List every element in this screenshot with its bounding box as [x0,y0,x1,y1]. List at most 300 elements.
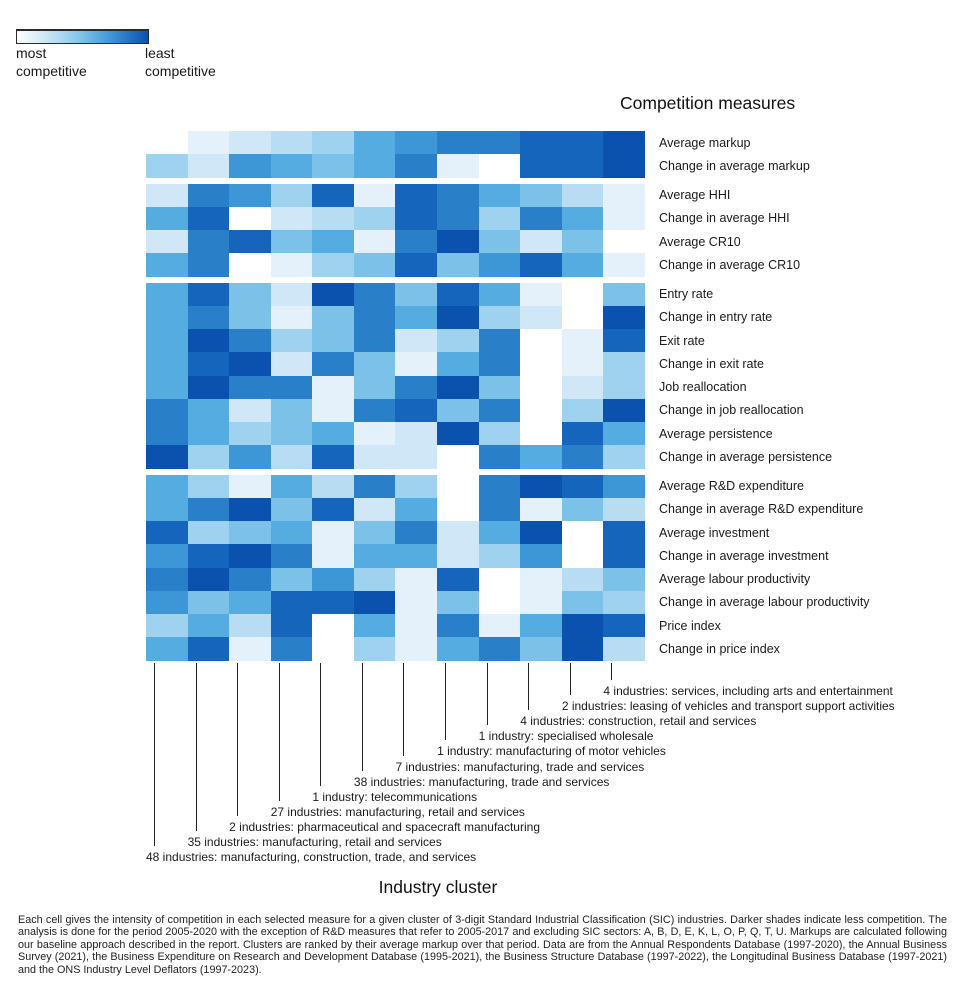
column-tick-line [154,663,155,846]
heatmap-cell [271,445,313,468]
column-tick-line [611,663,612,680]
heatmap-cell [437,445,479,468]
column-label: 1 industry: telecommunications [312,789,478,804]
heatmap-cell [562,329,604,352]
heatmap-row [146,544,829,567]
column-tick-line [570,663,571,695]
heatmap-cell [603,329,645,352]
heatmap-cell [520,475,562,498]
heatmap-cell [603,376,645,399]
y-axis-title-competition-measures: Competition measures [620,93,796,113]
heatmap-cell [395,131,437,154]
heatmap-cell [437,376,479,399]
heatmap-cell [146,329,188,352]
column-tick-line [487,663,488,725]
column-axis [0,663,965,873]
row-label: Average HHI [659,188,731,203]
heatmap-cell [354,207,396,230]
heatmap-cell [188,306,230,329]
heatmap-cell [146,399,188,422]
heatmap-cell [520,591,562,614]
row-label: Change in job reallocation [659,403,804,418]
heatmap-cell [395,422,437,445]
heatmap-cell [603,230,645,253]
heatmap-cell [312,131,354,154]
heatmap-cell [188,230,230,253]
heatmap-cell [603,475,645,498]
heatmap-cell [354,131,396,154]
heatmap-row [146,352,764,375]
heatmap-cell [271,475,313,498]
heatmap-cell [437,614,479,637]
heatmap-cell [146,637,188,660]
heatmap-cell [229,306,271,329]
heatmap-cell [312,637,354,660]
heatmap-cell [229,376,271,399]
column-label: 4 industries: services, including arts and entertainment [603,684,893,698]
heatmap-cell [354,306,396,329]
heatmap-cell [271,154,313,177]
heatmap-cell [354,445,396,468]
column-label: 2 industries: pharmaceutical and spacecraft manufacturing [229,819,540,834]
heatmap-cell [479,329,521,352]
heatmap-cell [479,445,521,468]
heatmap-cell [229,399,271,422]
heatmap-cell [562,591,604,614]
heatmap-row [146,475,804,498]
row-label: Change in average CR10 [659,257,801,272]
heatmap-cell [271,521,313,544]
heatmap-cell [520,352,562,375]
heatmap-cell [146,207,188,230]
heatmap-cell [479,184,521,207]
heatmap-cell [479,376,521,399]
heatmap-cell [395,352,437,375]
heatmap-cell [437,399,479,422]
heatmap-row [146,376,747,399]
row-label: Average labour productivity [659,572,811,587]
heatmap-cell [562,154,604,177]
heatmap-cell [271,352,313,375]
heatmap-cell [437,591,479,614]
heatmap-cell [146,154,188,177]
heatmap-cell [562,614,604,637]
heatmap-cell [271,544,313,567]
heatmap-cell [271,207,313,230]
heatmap-grid [146,131,870,661]
heatmap-cell [479,568,521,591]
heatmap-cell [395,154,437,177]
heatmap-cell [562,184,604,207]
heatmap-cell [603,591,645,614]
column-label: 27 industries: manufacturing, retail and services [270,804,525,819]
row-label: Change in average persistence [659,449,833,464]
heatmap-cell [354,376,396,399]
heatmap-cell [520,376,562,399]
heatmap-cell [271,283,313,306]
heatmap-cell [479,283,521,306]
heatmap-cell [229,521,271,544]
column-tick-line [279,663,280,801]
heatmap-cell [146,253,188,276]
column-tick-line [320,663,321,786]
heatmap-cell [312,399,354,422]
heatmap-cell [312,614,354,637]
heatmap-row [146,521,770,544]
heatmap-cell [479,352,521,375]
heatmap-cell [520,521,562,544]
heatmap-cell [312,154,354,177]
heatmap-cell [395,521,437,544]
heatmap-cell [188,544,230,567]
column-label: 48 industries: manufacturing, construction, trade, and services [146,850,477,865]
heatmap-cell [188,422,230,445]
heatmap-cell [354,568,396,591]
heatmap-cell [562,399,604,422]
heatmap-cell [312,475,354,498]
heatmap-cell [354,399,396,422]
row-label: Average markup [659,135,751,150]
heatmap-cell [562,475,604,498]
heatmap-cell [562,544,604,567]
heatmap-cell [188,445,230,468]
heatmap-cell [271,591,313,614]
heatmap-cell [395,498,437,521]
heatmap-cell [312,544,354,567]
legend-least-competitive-label: least competitive [145,45,216,80]
heatmap-cell [437,184,479,207]
heatmap-cell [146,422,188,445]
heatmap-cell [146,521,188,544]
heatmap-cell [479,614,521,637]
heatmap-cell [271,376,313,399]
heatmap-cell [354,544,396,567]
heatmap-cell [437,352,479,375]
heatmap-cell [437,230,479,253]
heatmap-cell [229,637,271,660]
heatmap-cell [395,475,437,498]
heatmap-cell [312,591,354,614]
row-label: Average R&D expenditure [659,479,804,494]
heatmap-row [146,591,870,614]
heatmap-cell [603,131,645,154]
heatmap-cell [520,445,562,468]
heatmap-cell [146,544,188,567]
heatmap-cell [146,475,188,498]
row-label: Average CR10 [659,234,741,249]
heatmap-cell [188,131,230,154]
heatmap-cell [520,184,562,207]
heatmap-cell [520,306,562,329]
column-label: 1 industry: manufacturing of motor vehicles [437,744,666,759]
heatmap-cell [562,422,604,445]
heatmap-cell [146,376,188,399]
heatmap-cell [188,207,230,230]
heatmap-cell [146,445,188,468]
heatmap-cell [479,154,521,177]
heatmap-cell [188,154,230,177]
column-tick-line [237,663,238,816]
heatmap-cell [312,568,354,591]
heatmap-cell [520,283,562,306]
heatmap-cell [229,544,271,567]
heatmap-cell [271,230,313,253]
heatmap-row [146,207,790,230]
heatmap-cell [603,614,645,637]
heatmap-cell [312,352,354,375]
heatmap-cell [520,422,562,445]
heatmap-row [146,131,751,154]
heatmap-cell [146,184,188,207]
heatmap-cell [188,475,230,498]
heatmap-cell [479,475,521,498]
heatmap-cell [437,283,479,306]
heatmap-cell [520,614,562,637]
heatmap-cell [188,283,230,306]
heatmap-cell [395,376,437,399]
heatmap-cell [603,283,645,306]
heatmap-cell [520,568,562,591]
heatmap-cell [562,230,604,253]
heatmap-cell [312,521,354,544]
heatmap-cell [312,184,354,207]
heatmap-cell [395,399,437,422]
heatmap-cell [188,591,230,614]
heatmap-cell [562,253,604,276]
heatmap-cell [562,376,604,399]
heatmap-cell [479,306,521,329]
heatmap-cell [395,184,437,207]
row-label: Change in average R&D expenditure [659,502,864,517]
heatmap-cell [562,498,604,521]
heatmap-row [146,422,773,445]
heatmap-cell [562,352,604,375]
heatmap-cell [603,544,645,567]
heatmap-cell [479,521,521,544]
heatmap-cell [562,568,604,591]
heatmap-cell [229,422,271,445]
heatmap-cell [271,329,313,352]
heatmap-cell [354,591,396,614]
row-label: Change in exit rate [659,356,764,371]
heatmap-cell [395,614,437,637]
heatmap-cell [271,253,313,276]
row-label: Job reallocation [659,380,747,395]
heatmap-row [146,568,811,591]
heatmap-cell [603,521,645,544]
column-label: 7 industries: manufacturing, trade and services [395,759,645,774]
heatmap-cell [312,376,354,399]
heatmap-cell [312,230,354,253]
heatmap-row [146,399,804,422]
heatmap-cell [354,283,396,306]
heatmap-cell [479,230,521,253]
heatmap-cell [520,637,562,660]
heatmap-cell [479,637,521,660]
heatmap-cell [437,253,479,276]
heatmap-cell [312,207,354,230]
heatmap-cell [479,207,521,230]
heatmap-cell [354,352,396,375]
heatmap-cell [562,306,604,329]
heatmap-cell [188,329,230,352]
row-label: Price index [659,618,721,633]
heatmap-cell [479,131,521,154]
heatmap-cell [188,184,230,207]
column-tick-line [528,663,529,710]
row-label: Average investment [659,525,770,540]
heatmap-cell [437,521,479,544]
heatmap-cell [354,154,396,177]
heatmap-row [146,253,801,276]
heatmap-row [146,283,714,306]
heatmap-cell [354,475,396,498]
heatmap-cell [395,283,437,306]
heatmap-cell [271,498,313,521]
heatmap-cell [395,253,437,276]
heatmap-cell [603,498,645,521]
heatmap-cell [188,614,230,637]
row-label: Change in price index [659,641,780,656]
heatmap-cell [479,253,521,276]
column-label: 35 industries: manufacturing, retail and services [187,835,442,849]
heatmap-cell [479,591,521,614]
heatmap-row [146,498,864,521]
heatmap-row [146,637,780,660]
heatmap-row [146,329,705,352]
heatmap-cell [229,591,271,614]
heatmap-cell [312,253,354,276]
heatmap-cell [229,207,271,230]
heatmap-cell [188,253,230,276]
heatmap-cell [562,521,604,544]
heatmap-cell [395,544,437,567]
heatmap-cell [229,131,271,154]
heatmap-cell [229,614,271,637]
heatmap-cell [395,637,437,660]
heatmap-cell [229,329,271,352]
heatmap-cell [354,329,396,352]
heatmap-cell [188,352,230,375]
heatmap-cell [229,352,271,375]
heatmap-cell [271,568,313,591]
heatmap-cell [603,154,645,177]
heatmap-cell [188,376,230,399]
column-label: 4 industries: construction, retail and services [520,714,757,729]
heatmap-cell [479,498,521,521]
heatmap-cell [603,445,645,468]
heatmap-cell [437,306,479,329]
column-tick-line [196,663,197,831]
heatmap-cell [437,637,479,660]
heatmap-cell [562,637,604,660]
heatmap-cell [603,637,645,660]
heatmap-cell [354,521,396,544]
heatmap-cell [520,131,562,154]
heatmap-cell [395,207,437,230]
heatmap-cell [395,230,437,253]
heatmap-cell [146,591,188,614]
heatmap-cell [603,207,645,230]
heatmap-cell [354,253,396,276]
heatmap-cell [603,422,645,445]
heatmap-cell [312,306,354,329]
heatmap-cell [271,399,313,422]
heatmap-cell [520,154,562,177]
heatmap-cell [354,230,396,253]
column-tick-line [403,663,404,756]
column-label: 38 industries: manufacturing, trade and services [353,774,610,789]
heatmap-cell [229,154,271,177]
heatmap-cell [146,614,188,637]
heatmap-cell [146,352,188,375]
heatmap-cell [188,521,230,544]
heatmap-cell [520,329,562,352]
heatmap-row [146,306,773,329]
heatmap-cell [395,329,437,352]
heatmap-cell [562,283,604,306]
heatmap-cell [271,306,313,329]
heatmap-cell [520,207,562,230]
heatmap-cell [437,568,479,591]
heatmap-cell [437,544,479,567]
heatmap-cell [437,498,479,521]
heatmap-cell [188,498,230,521]
x-axis-title-industry-cluster: Industry cluster [378,877,498,897]
heatmap-row [146,230,741,253]
heatmap-cell [603,184,645,207]
heatmap-cell [395,591,437,614]
row-label: Exit rate [659,333,705,348]
heatmap-cell [146,568,188,591]
legend-most-competitive-label: most competitive [16,45,87,80]
heatmap-cell [312,445,354,468]
row-label: Change in entry rate [659,310,773,325]
heatmap-cell [603,306,645,329]
heatmap-cell [603,568,645,591]
heatmap-cell [603,253,645,276]
legend-gradient-bar [16,29,149,44]
heatmap-cell [146,230,188,253]
heatmap-cell [312,422,354,445]
heatmap-cell [229,445,271,468]
heatmap-cell [520,544,562,567]
heatmap-cell [437,475,479,498]
heatmap-cell [562,207,604,230]
heatmap-cell [437,329,479,352]
heatmap-cell [229,230,271,253]
heatmap-cell [603,399,645,422]
heatmap-cell [146,283,188,306]
heatmap-cell [354,614,396,637]
heatmap-cell [229,498,271,521]
heatmap-cell [520,230,562,253]
heatmap-cell [229,283,271,306]
heatmap-row [146,184,731,207]
heatmap-cell [437,131,479,154]
heatmap-cell [437,154,479,177]
heatmap-cell [271,422,313,445]
heatmap-cell [146,306,188,329]
heatmap-cell [479,422,521,445]
row-label: Change in average investment [659,548,829,563]
heatmap-cell [271,614,313,637]
heatmap-cell [271,184,313,207]
heatmap-cell [146,131,188,154]
heatmap-cell [354,184,396,207]
heatmap-cell [520,253,562,276]
heatmap-cell [354,498,396,521]
